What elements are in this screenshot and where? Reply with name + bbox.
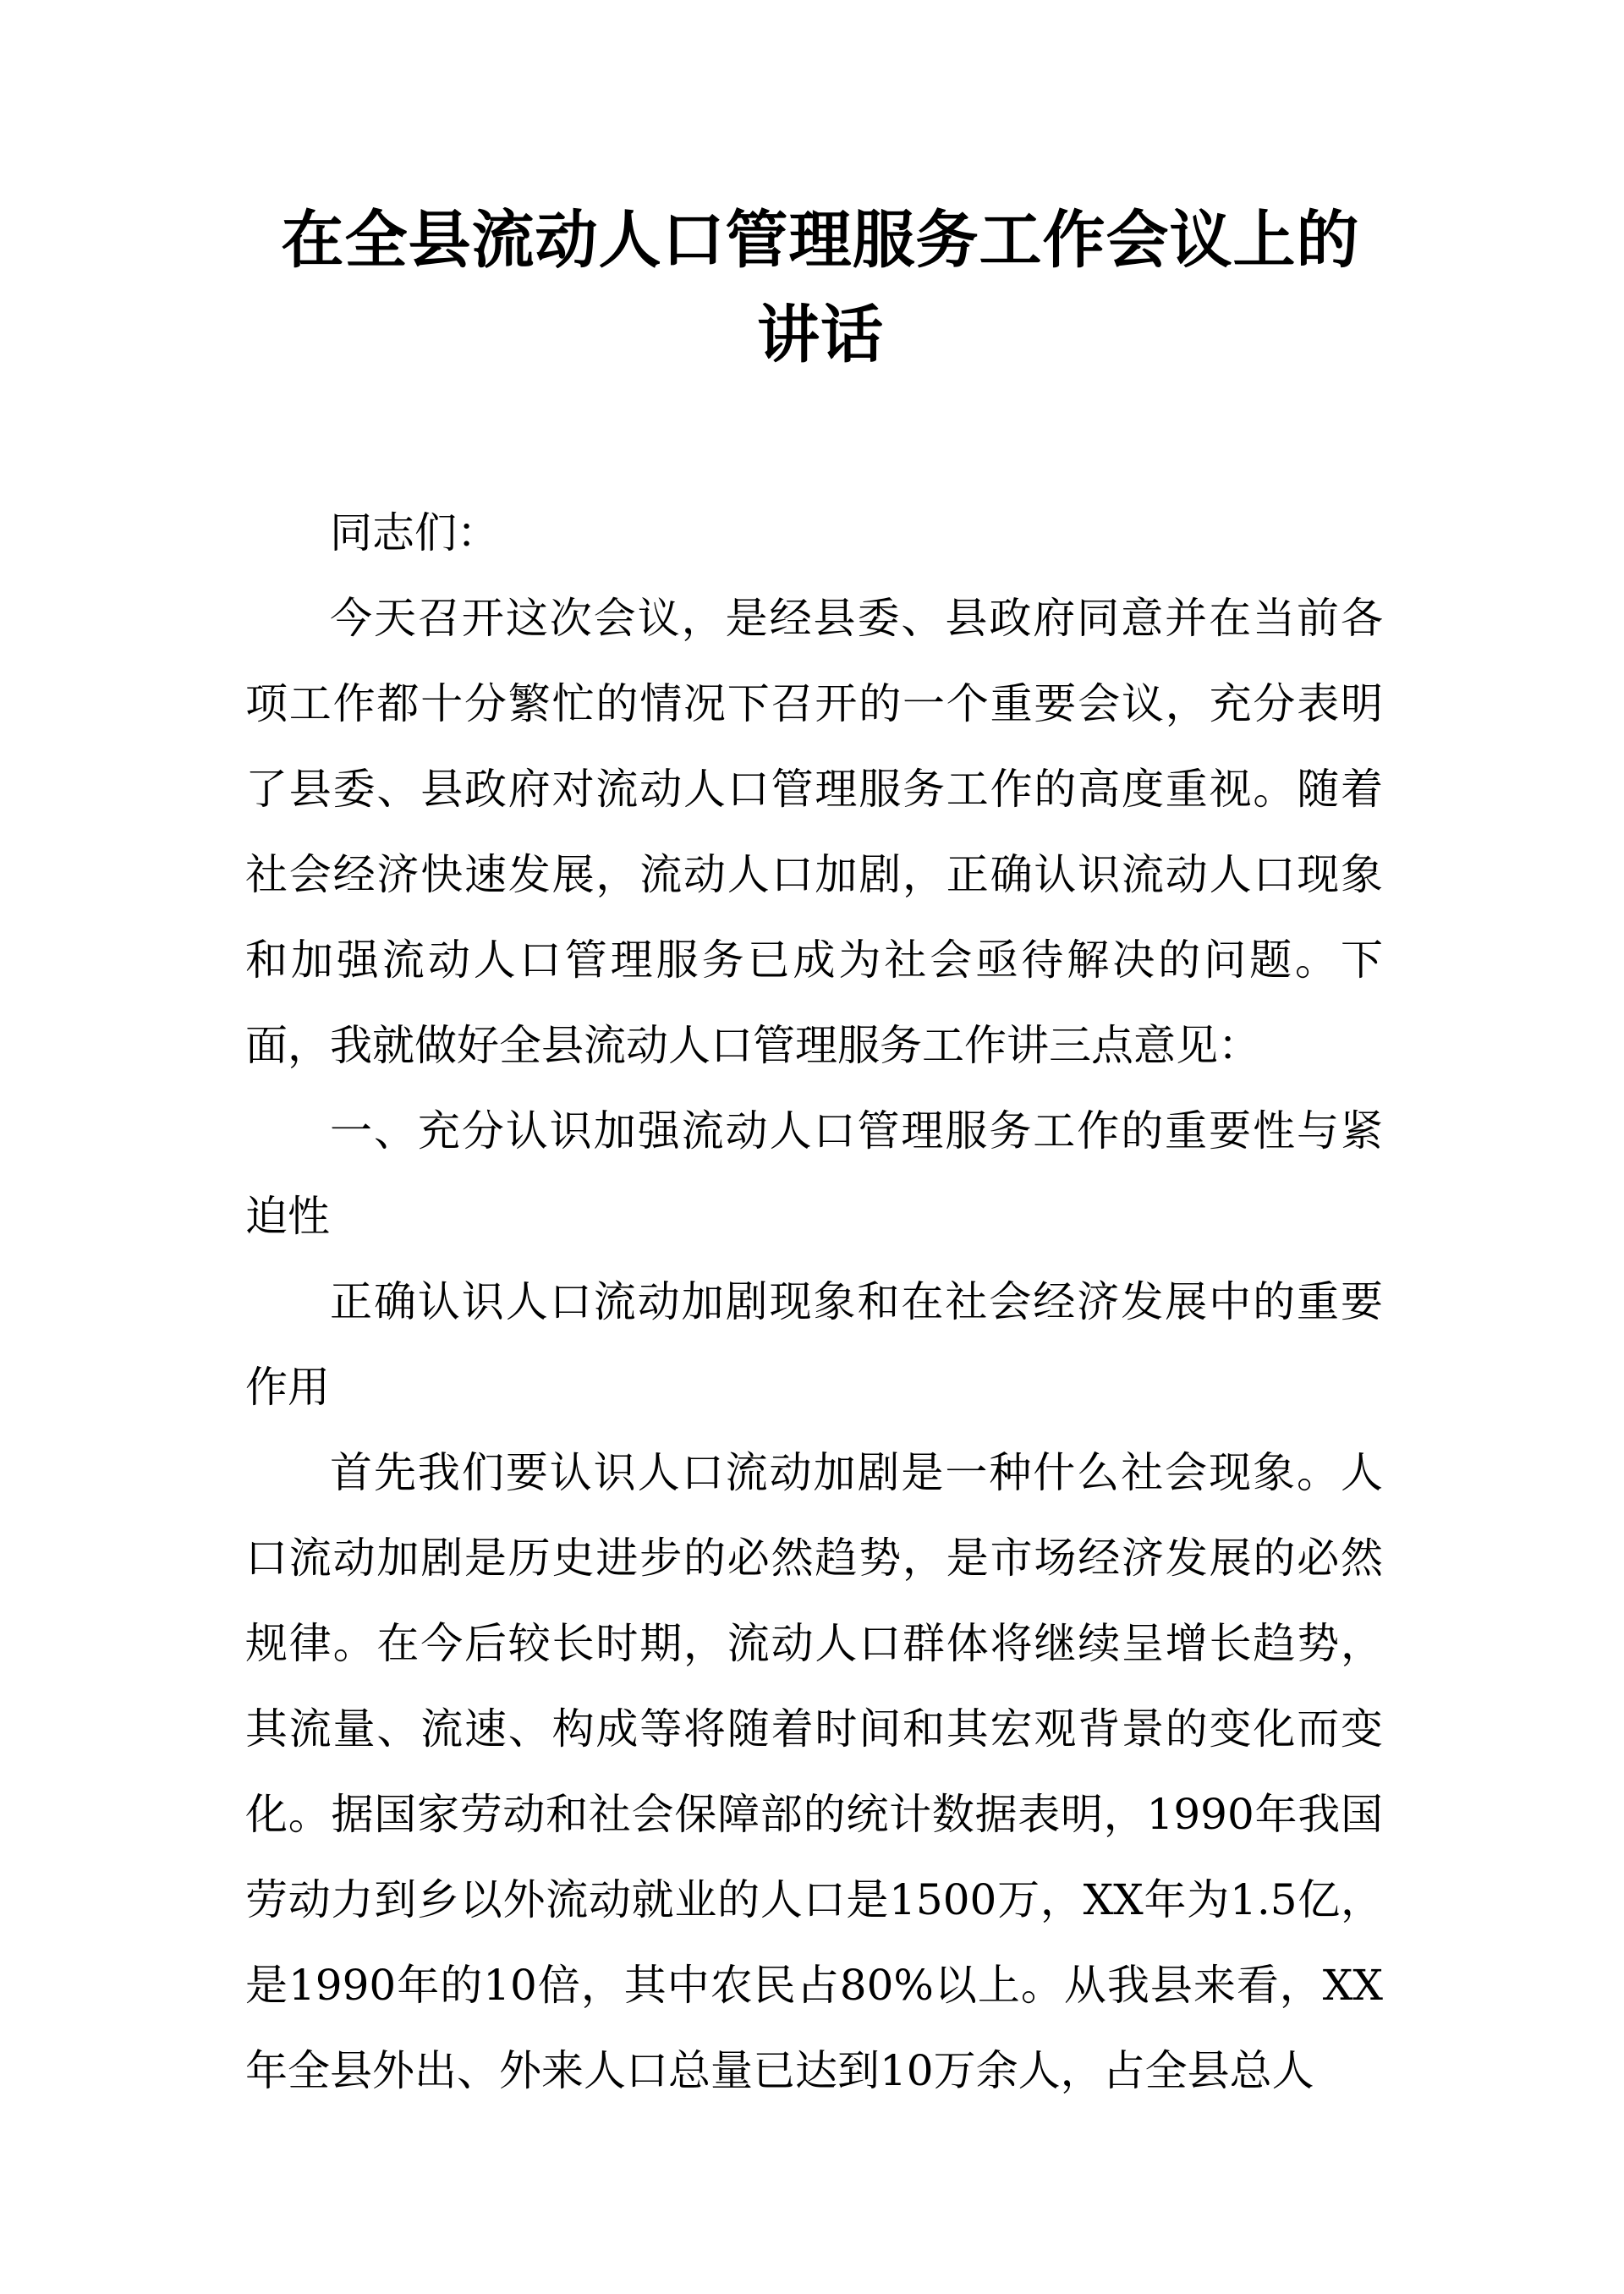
- paragraph-intro: 今天召开这次会议，是经县委、县政府同意并在当前各项工作都十分繁忙的情况下召开的一个重要会议，充分表明了县委、县政府对流动人口管理服务工作的高度重视。随着社会经济快速发展，流动人口加剧，正确认识流动人口现象和加强流动人口管理服务已成为社会亟待解决的问题。下面，我就做好全县流动人口管理服务工作讲三点意见：: [245, 594, 1383, 1070]
- subsection-heading: 正确认识人口流动加剧现象和在社会经济发展中的重要作用: [245, 1277, 1383, 1412]
- paragraph-body: 首先我们要认识人口流动加剧是一种什么社会现象。人口流动加剧是历史进步的必然趋势，是市场经济发展的必然规律。在今后较长时期，流动人口群体将继续呈增长趋势，其流量、流速、构成等将随着时间和其宏观背景的变化而变化。据国家劳动和社会保障部的统计数据表明，1990年我国劳动力到乡以外流动就业的人口是1500万，XX年为1.5亿，是1990年的10倍，其中农民占80%以上。从我县来看，XX年全县外出、外来人口总量已达到10万余人，占全县总人: [245, 1448, 1383, 2095]
- document-title: 在全县流动人口管理服务工作会议上的讲话: [281, 204, 1360, 371]
- salutation: 同志们：: [330, 508, 499, 557]
- document-body: [245, 491, 1383, 2114]
- section-heading-1: 一、充分认识加强流动人口管理服务工作的重要性与紧迫性: [245, 1106, 1383, 1241]
